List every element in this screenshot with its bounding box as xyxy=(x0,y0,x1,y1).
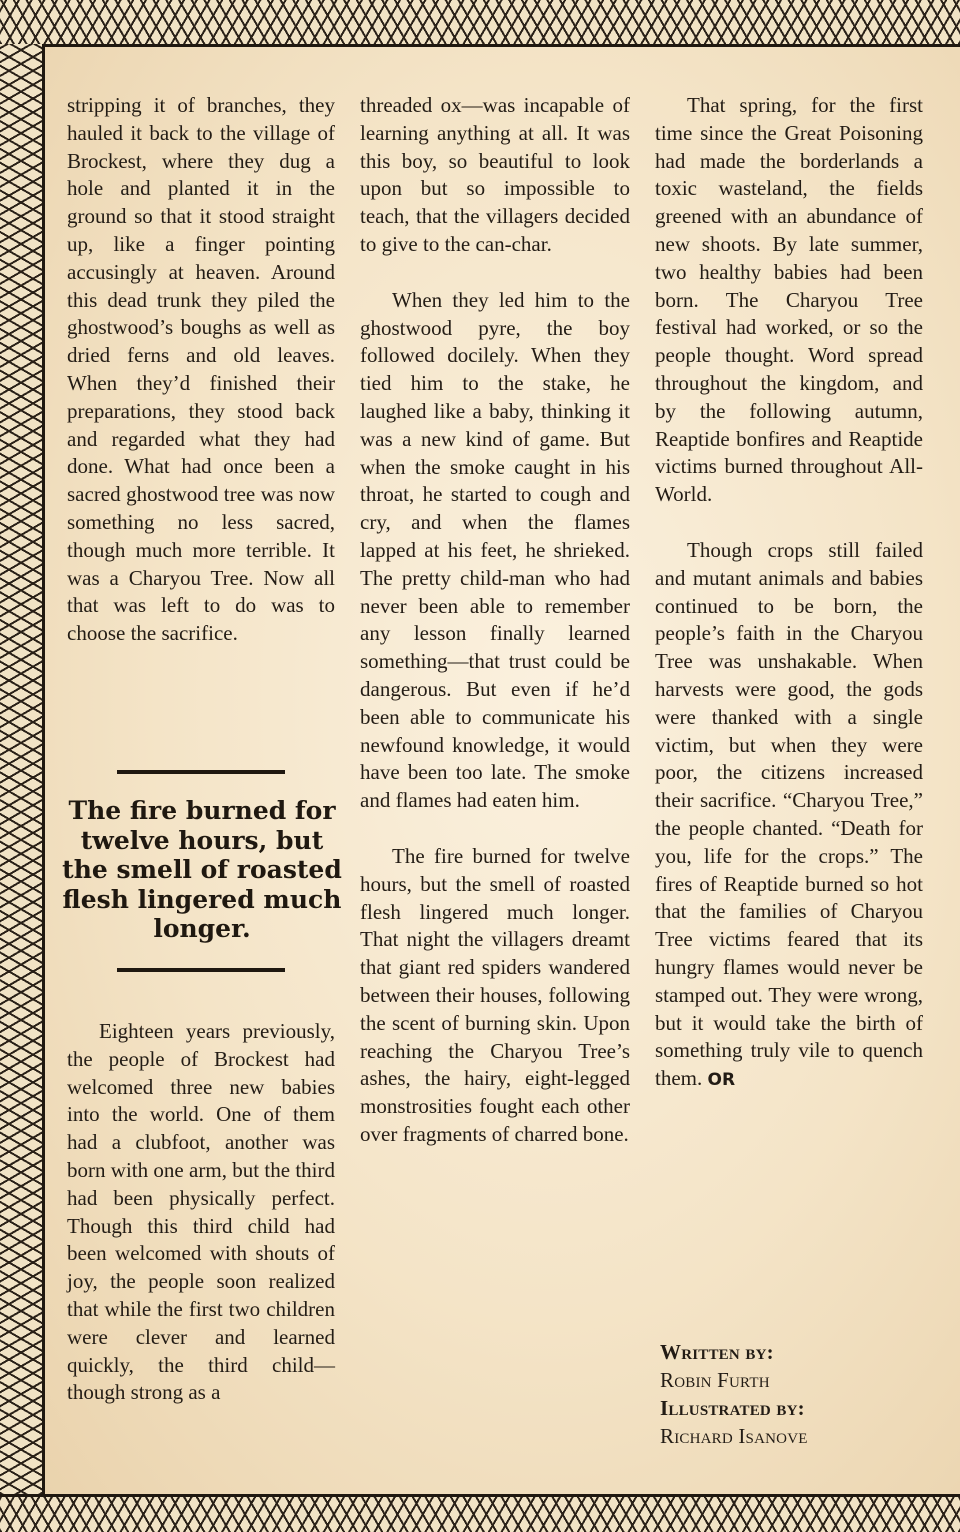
illustrated-by-label: Illustrated by: xyxy=(660,1396,805,1420)
paragraph: threaded ox—was incapable of learning anything at all. It was this boy, so beautiful to look upon but so impossible to teach, that the villagers decided to give to the can-char. xyxy=(360,93,630,256)
paragraph: Eighteen years previously, the people of Brockest had welcomed three new babies into the world. One of them had a clubfoot, another was born with one arm, but the third had been physically perfect. Though this third child had been welcomed with shouts of joy, the people soon realized that while the first two children were clever and learned quickly, the third child—though strong as a xyxy=(67,1019,335,1405)
decorative-border-top xyxy=(0,0,960,47)
text-column-2 xyxy=(360,92,630,1149)
pullquote-rule-top xyxy=(117,770,285,774)
paragraph: stripping it of branches, they hauled it back to the village of Brockest, where they dug a hole and planted it in the ground so that it stood straight up, like a finger pointing accusingly at heaven. Around this dead trunk they piled the ghostwood’s boughs as well as dried ferns and old leaves. When they’d finished their preparations, they stood back and regarded what they had done. What had once been a sacred ghostwood tree was now something no less sacred, though much more terrible. It was a Charyou Tree. Now all that was left to do was to choose the sacrifice. xyxy=(67,93,335,646)
writer-name: Robin Furth xyxy=(660,1368,770,1392)
decorative-border-bottom xyxy=(0,1494,960,1532)
end-mark-icon: OR xyxy=(707,1070,736,1091)
paragraph xyxy=(655,537,923,1095)
paragraph-text: Though crops still failed and mutant animals and babies continued to be born, the people’s faith in the Charyou Tree was unshakable. When harvests were good, the gods were thanked with a single victim, but when they were poor, the citizens increased their sacrifice. “Charyou Tree,” the people chanted. “Death for you, life for the crops.” The fires of Reaptide burned so hot that the families of Charyou Tree victims feared that its hungry flames would never be stamped out. They were wrong, but it would take the birth of something truly vile to quench them. xyxy=(655,537,923,1091)
paragraph: The fire burned for twelve hours, but the smell of roasted flesh lingered much longer. That night the villagers dreamt that giant red spiders wandered between their houses, following the scent of burning skin. Upon reaching the Charyou Tree’s ashes, the hairy, eight-legged monstrosities fought each other over fragments of charred bone. xyxy=(360,843,630,1146)
text-column-1-lower xyxy=(67,1018,335,1407)
credits xyxy=(660,1338,900,1450)
illustrator-name: Richard Isanove xyxy=(660,1424,808,1448)
decorative-border-left xyxy=(0,44,45,1494)
text-column-1 xyxy=(67,92,335,648)
paragraph: When they led him to the ghostwood pyre, the boy followed docilely. When they tied him to the stake, he laughed like a baby, thinking it was a new kind of game. But when the smoke caught in his throat, he started to cough and cry, and when the flames lapped at his feet, he shrieked. The pretty child-man who had never been able to remember any lesson finally learned something—that trust could be dangerous. But even if he’d been able to communicate his newfound knowledge, it would have been too late. The smoke and flames had eaten him. xyxy=(360,287,630,813)
paragraph: That spring, for the first time since the Great Poisoning had made the borderlands a toxic wasteland, the fields greened with an abundance of new shoots. By late summer, two healthy babies had been born. The Charyou Tree festival had worked, or so the people thought. Word spread throughout the kingdom, and by the following autumn, Reaptide bonfires and Reaptide victims burned throughout All-World. xyxy=(655,93,923,507)
pullquote: The fire burned for twelve hours, but the smell of roasted flesh lingered much longer. xyxy=(62,796,342,943)
written-by-label: Written by: xyxy=(660,1340,774,1364)
pullquote-rule-bottom xyxy=(117,968,285,972)
text-column-3 xyxy=(655,92,923,1095)
